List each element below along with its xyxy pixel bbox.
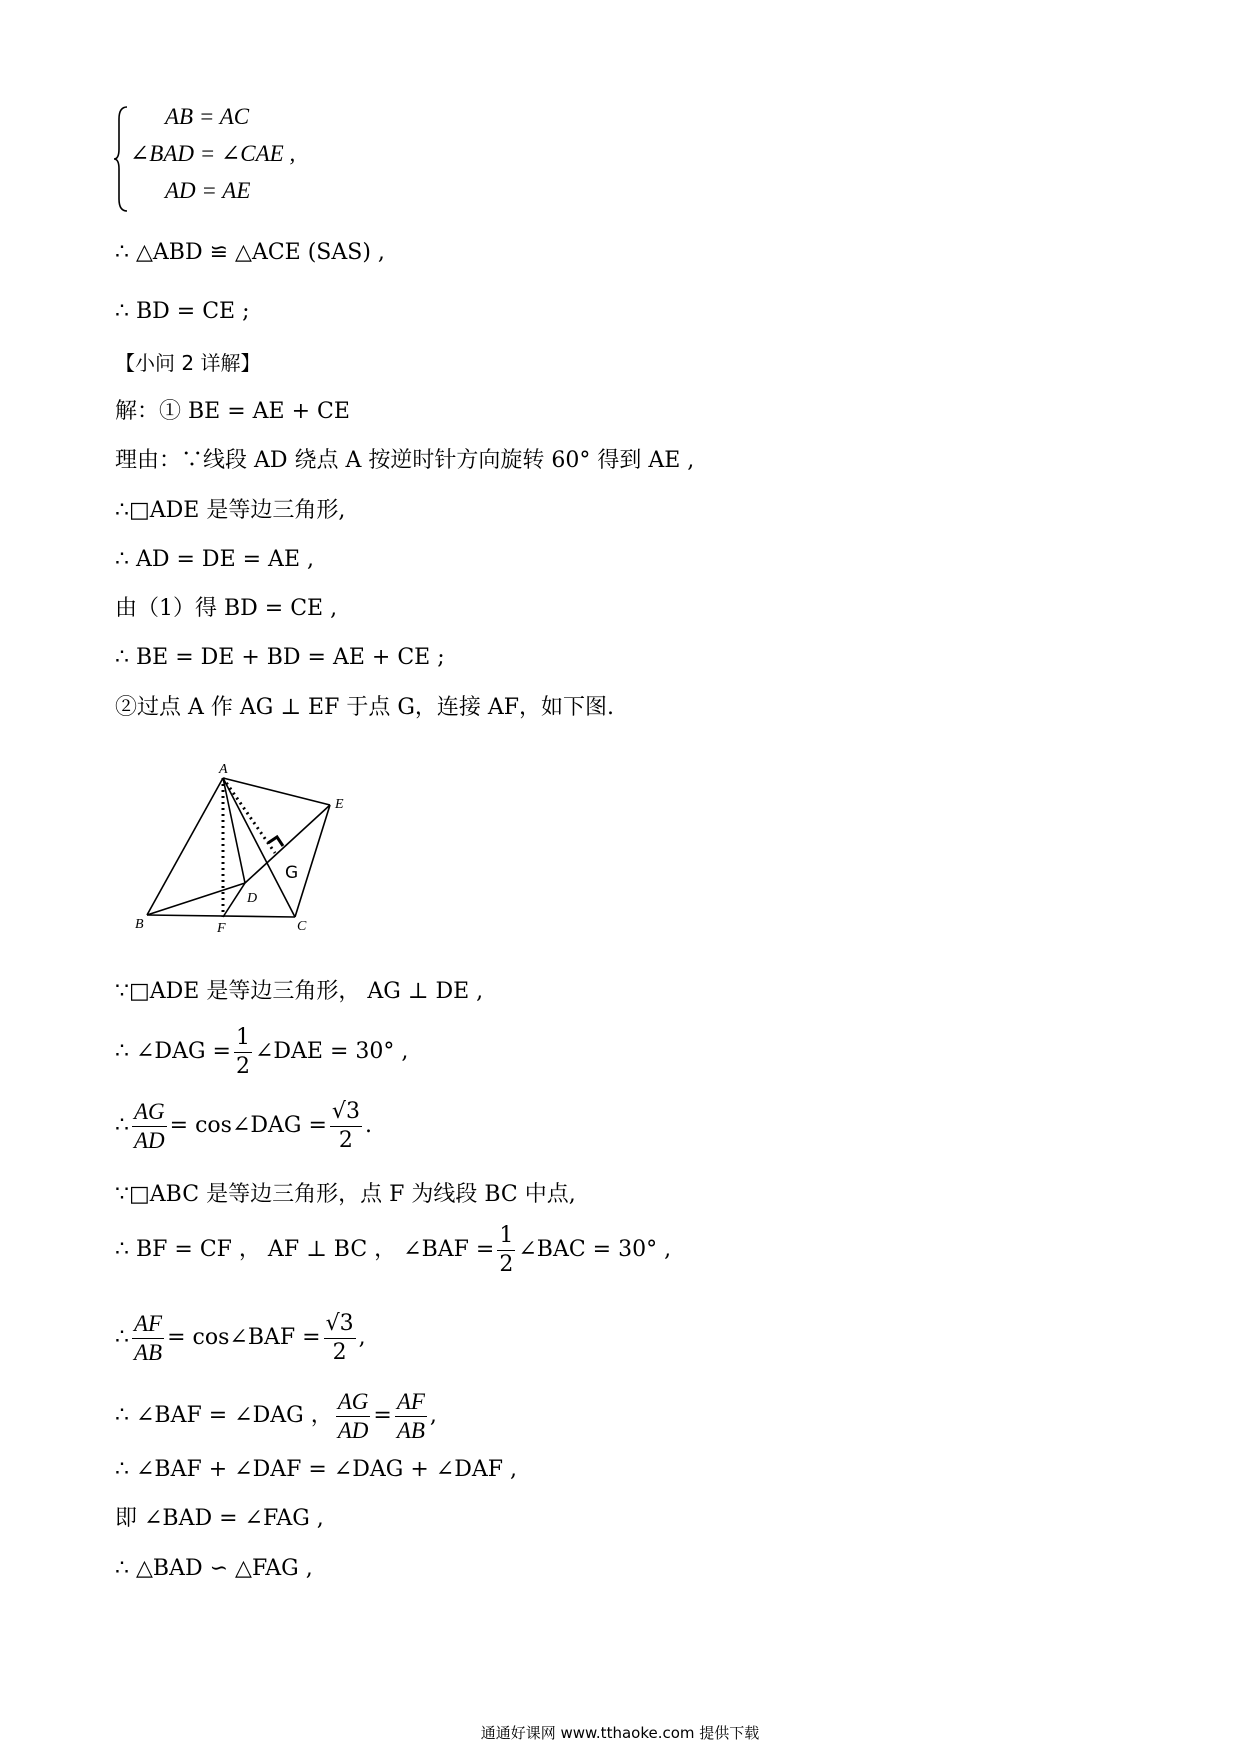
- line-from-1: 由（1）得 BD = CE ,: [115, 596, 338, 621]
- label-g: G: [285, 863, 299, 883]
- line-similar: ∴ △BAD ∽ △FAG ,: [115, 1556, 313, 1581]
- fraction-half: $\frac{1}{2}$: [235, 1024, 250, 1079]
- line-bf-cf: ∴ BF = CF ， AF ⊥ BC ， ∠BAF = $\frac{1}{2}$ ∠BAC = 30° ,: [115, 1222, 672, 1277]
- fraction-sqrt3-2-b: $\frac{√3}{2}$: [325, 1310, 354, 1365]
- section-heading: 【小问 2 详解】: [115, 351, 261, 375]
- line-bad-fag: 即 ∠BAD = ∠FAG ,: [115, 1506, 324, 1531]
- fraction-ag-ad-2: $\frac{AG}{AD}$: [337, 1388, 369, 1443]
- fraction-sqrt3-2: $\frac{√3}{2}$: [331, 1098, 360, 1153]
- line-ad-de-ae: ∴ AD = DE = AE ,: [115, 547, 314, 572]
- line-cos-dag: ∴ $\frac{AG}{AD}$ = cos∠DAG = $\frac{√3}{2}$ .: [115, 1098, 372, 1153]
- line-dag: ∴ ∠DAG = $\frac{1}{2}$ ∠DAE = 30° ,: [115, 1024, 409, 1079]
- left-brace: [113, 105, 129, 213]
- line-bd-ce: ∴ BD = CE ;: [115, 299, 250, 324]
- system-row-2: ∠BAD = ∠CAE ,: [130, 141, 296, 166]
- line-be-sum: ∴ BE = DE + BD = AE + CE ;: [115, 645, 445, 670]
- label-b: B: [135, 917, 144, 932]
- fraction-af-ab-2: $\frac{AF}{AB}$: [396, 1388, 425, 1443]
- line-equilateral-abc: ∵□ABC 是等边三角形，点 F 为线段 BC 中点,: [115, 1182, 576, 1207]
- line-angle-sum: ∴ ∠BAF + ∠DAF = ∠DAG + ∠DAF ,: [115, 1457, 517, 1482]
- fraction-af-ab: $\frac{AF}{AB}$: [134, 1310, 163, 1365]
- line-equilateral-ade-2: ∵□ADE 是等边三角形， AG ⊥ DE ,: [115, 979, 484, 1004]
- segment-bc: [147, 915, 295, 917]
- system-row-3: AD = AE: [165, 178, 251, 203]
- line-cos-baf: ∴ $\frac{AF}{AB}$ = cos∠BAF = $\frac{√3}{2}$ ,: [115, 1310, 366, 1365]
- line-angle-equal: ∴ ∠BAF = ∠DAG ， $\frac{AG}{AD}$ = $\frac{AF}{AB}$ ,: [115, 1388, 437, 1443]
- line-construction: ②过点 A 作 AG ⊥ EF 于点 G，连接 AF，如下图.: [115, 695, 615, 720]
- label-d: D: [247, 891, 258, 906]
- line-congruent: ∴ △ABD ≌ △ACE (SAS) ,: [115, 240, 385, 265]
- label-e: E: [335, 797, 344, 812]
- line-answer: 解：① BE = AE + CE: [115, 399, 350, 424]
- geometry-figure: [125, 760, 365, 940]
- footer-watermark: 通通好课网 www.tthaoke.com 提供下载: [480, 1724, 760, 1742]
- segment-ae: [223, 778, 330, 805]
- label-f: F: [217, 921, 226, 936]
- fraction-ag-ad: $\frac{AG}{AD}$: [134, 1098, 165, 1153]
- label-c: C: [297, 919, 307, 934]
- line-reason: 理由：∵线段 AD 绕点 A 按逆时针方向旋转 60° 得到 AE ,: [115, 448, 695, 473]
- segment-df: [223, 883, 245, 917]
- right-angle-mark: [268, 837, 283, 846]
- line-equilateral-ade: ∴□ADE 是等边三角形,: [115, 498, 346, 523]
- system-row-1: AB = AC: [165, 104, 250, 129]
- fraction-half-2: $\frac{1}{2}$: [499, 1222, 514, 1277]
- label-a: A: [219, 762, 228, 777]
